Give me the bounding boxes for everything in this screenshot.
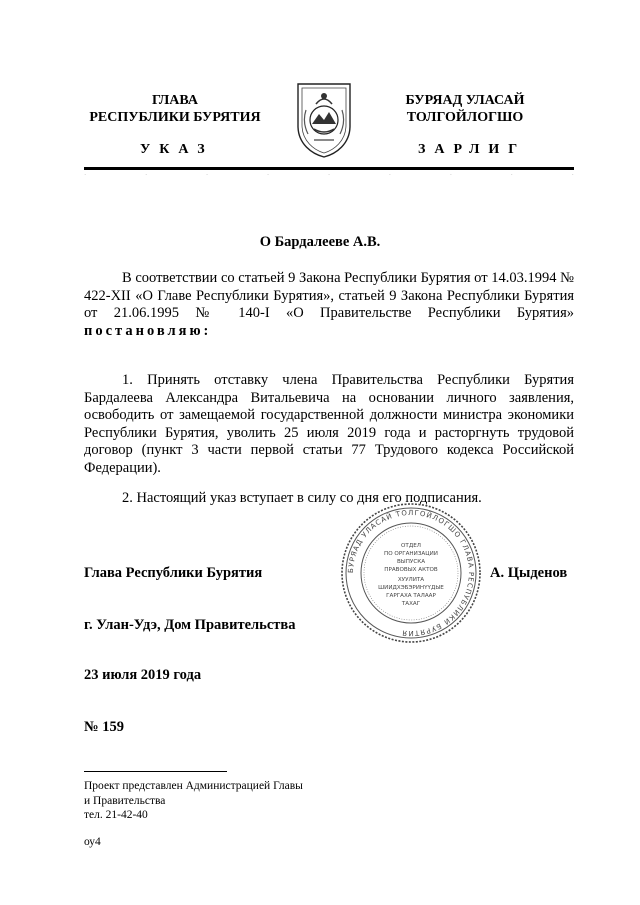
preamble-paragraph <box>84 270 574 340</box>
seal-ring-text: БУРЯАД УЛАСАЙ ТОЛГОЙЛОГШО ГЛАВА РЕСПУБЛИКИ БУРЯТИЯ <box>346 508 476 638</box>
seal-line: ТАХАГ <box>401 601 421 607</box>
decree-number: № 159 <box>84 719 124 735</box>
header-divider <box>84 167 574 170</box>
signatory-title: Глава Республики Бурятия <box>84 565 263 581</box>
header-left-authority <box>80 92 270 126</box>
header-left-line1: ГЛАВА <box>152 93 198 108</box>
doc-type-right: ЗАРЛИГ <box>418 142 527 157</box>
decree-item-text: 2. Настоящий указ вступает в силу со дня его подписания. <box>122 490 482 506</box>
official-seal-icon <box>340 502 482 644</box>
seal-line: ПО ОРГАНИЗАЦИИ <box>384 551 438 557</box>
header-left-line2: РЕСПУБЛИКИ БУРЯТИЯ <box>89 110 261 125</box>
decree-item-2 <box>84 490 574 508</box>
header-right-line1: БУРЯАД УЛАСАЙ <box>405 93 525 108</box>
svg-text:БУРЯАД УЛАСАЙ ТОЛГОЙЛОГШО ГЛАВ <box>347 509 475 637</box>
decree-subject: О Бардалееве А.В. <box>259 234 381 250</box>
seal-line: ВЫПУСКА <box>396 559 426 565</box>
seal-line: ПРАВОВЫХ АКТОВ <box>384 567 438 573</box>
seal-line: ШИИДХЭБЭРИНҮҮДЫЕ <box>378 585 444 591</box>
signing-place: г. Улан-Удэ, Дом Правительства <box>84 617 296 633</box>
seal-line: ГАРГАХА ТАЛААР <box>386 593 436 599</box>
header-right-line2: ТОЛГОЙЛОГШО <box>406 110 524 125</box>
signatory-name: А. Цыденов <box>490 565 568 581</box>
footer-line: тел. 21-42-40 <box>84 809 148 821</box>
seal-line: ОТДЕЛ <box>401 543 421 549</box>
decree-item-1 <box>84 372 574 477</box>
footer-divider <box>84 771 227 772</box>
doc-type-left: УКАЗ <box>140 142 214 157</box>
footer-note <box>84 779 303 823</box>
header-right-authority <box>380 92 550 126</box>
footer-line: и Правительства <box>84 794 166 807</box>
decree-word: постановляю: <box>84 322 212 339</box>
buryatia-coat-of-arms-icon <box>292 80 356 158</box>
seal-line: ХУУЛИТА <box>397 577 425 583</box>
footer-line: Проект представлен Администрацией Главы <box>84 780 303 792</box>
signing-date: 23 июля 2019 года <box>84 667 202 683</box>
footer-reference: оу4 <box>84 836 101 848</box>
decree-item-text: 1. Принять отставку члена Правительства Республики Бурятия Бардалеева Александра Витальевича на основании личного заявления, освободить от замещаемой государственной должности министра экономики Республики Бурятия, уволить 25 июля 2019 года и расторгнуть трудовой договор (пункт 3 части первой статьи 77 Трудового кодекса Российской Федерации). <box>84 372 574 476</box>
preamble-text: В соответствии со статьей 9 Закона Республики Бурятия от 14.03.1994 № 422-XII «О Главе Республики Бурятия», статьей 9 Закона Республики Бурятия от 21.06.1995 № 140-I «О Правительстве Республики Бурятия» <box>84 270 574 321</box>
header-dotted-guide: · · · · · · · · · <box>84 171 574 179</box>
